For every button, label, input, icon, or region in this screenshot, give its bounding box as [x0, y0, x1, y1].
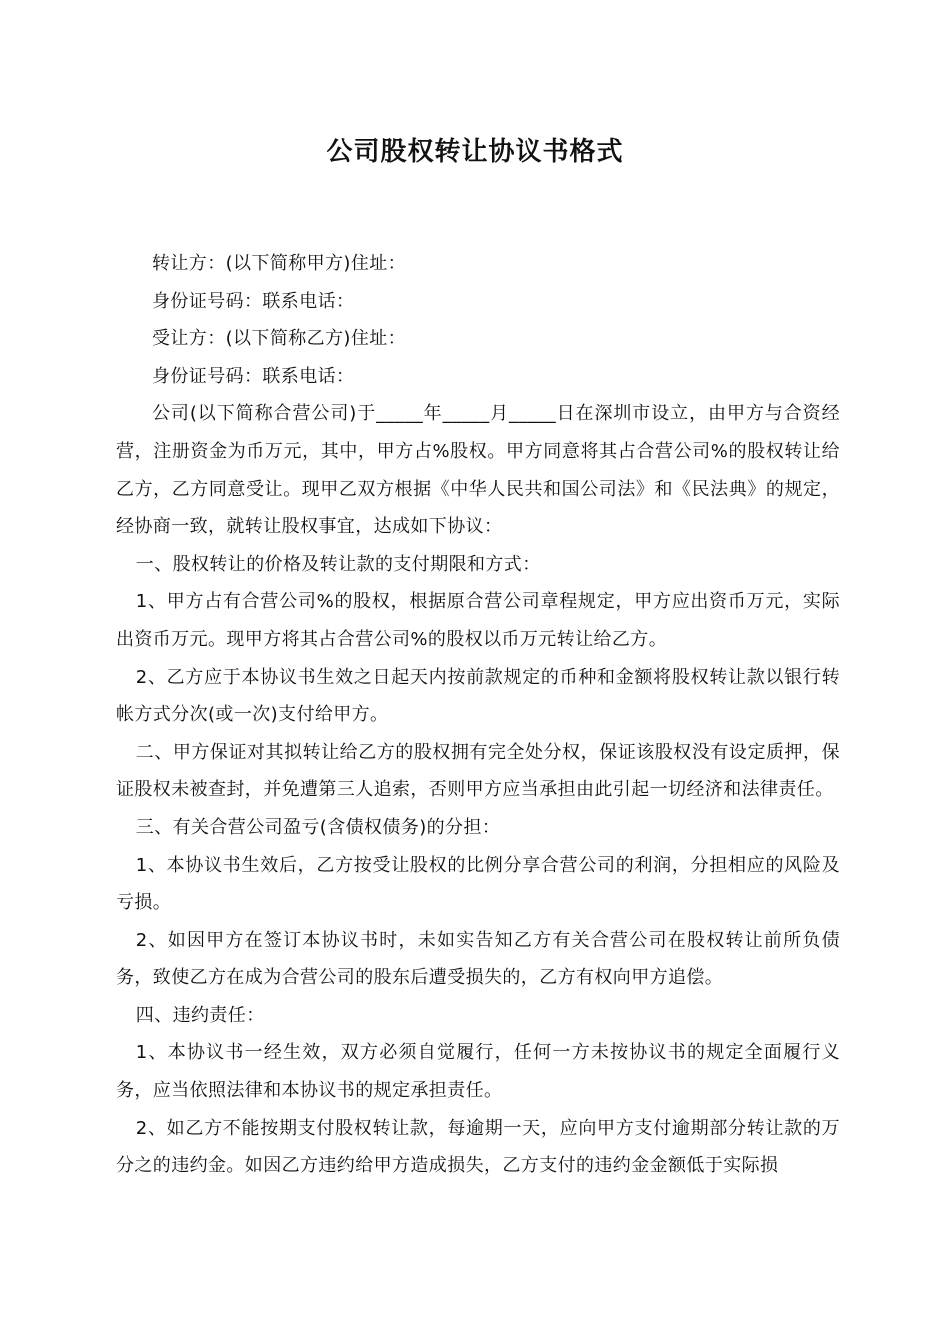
paragraph-clause-4-1: 1、本协议书一经生效，双方必须自觉履行，任何一方未按协议书的规定全面履行义务，应当依照法律和本协议书的规定承担责任。 — [116, 1042, 840, 1102]
paragraph-transferee-address: 受让方：(以下简称乙方)住址： — [152, 328, 407, 350]
paragraph-clause-3-2: 2、如因甲方在签订本协议书时，未如实告知乙方有关合营公司在股权转让前所负债务，致使乙方在成为合营公司的股东后遭受损失的，乙方有权向甲方追偿。 — [116, 929, 840, 989]
paragraph-clause-3-1: 1、本协议书生效后，乙方按受让股权的比例分享合营公司的利润，分担相应的风险及亏损。 — [116, 854, 840, 914]
section-heading-price-payment: 一、股权转让的价格及转让款的支付期限和方式： — [135, 553, 541, 575]
paragraph-clause-4-2: 2、如乙方不能按期支付股权转让款，每逾期一天，应向甲方支付逾期部分转让款的万分之的违约金。如因乙方违约给甲方造成损失，乙方支付的违约金金额低于实际损 — [116, 1117, 840, 1177]
document-body — [116, 245, 840, 1185]
paragraph-preamble: 公司(以下简称合营公司)于_____年_____月_____日在深圳市设立，由甲方与合资经营，注册资金为币万元，其中，甲方占%股权。甲方同意将其占合营公司%的股权转让给乙方，乙方同意受让。现甲乙双方根据《中华人民共和国公司法》和《民法典》的规定，经协商一致，就转让股权事宜，达成如下协议： — [116, 403, 840, 538]
paragraph-clause-1-1: 1、甲方占有合营公司%的股权，根据原合营公司章程规定，甲方应出资币万元，实际出资币万元。现甲方将其占合营公司%的股权以币万元转让给乙方。 — [116, 591, 840, 650]
section-heading-liability: 四、违约责任： — [135, 1004, 265, 1026]
paragraph-transferee-id-phone: 身份证号码：联系电话： — [152, 365, 355, 387]
paragraph-transferor-id-phone: 身份证号码：联系电话： — [152, 290, 355, 312]
document-title: 公司股权转让协议书格式 — [326, 137, 624, 167]
section-heading-guarantee: 二、甲方保证对其拟转让给乙方的股权拥有完全处分权，保证该股权没有设定质押，保证股权未被查封，并免遭第三人追索，否则甲方应当承担由此引起一切经济和法律责任。 — [116, 741, 840, 801]
paragraph-transferor-address: 转让方：(以下简称甲方)住址： — [152, 253, 407, 274]
section-heading-profit-loss: 三、有关合营公司盈亏(含债权债务)的分担： — [135, 816, 501, 838]
paragraph-clause-1-2: 2、乙方应于本协议书生效之日起天内按前款规定的币种和金额将股权转让款以银行转帐方式分次(或一次)支付给甲方。 — [116, 666, 840, 726]
